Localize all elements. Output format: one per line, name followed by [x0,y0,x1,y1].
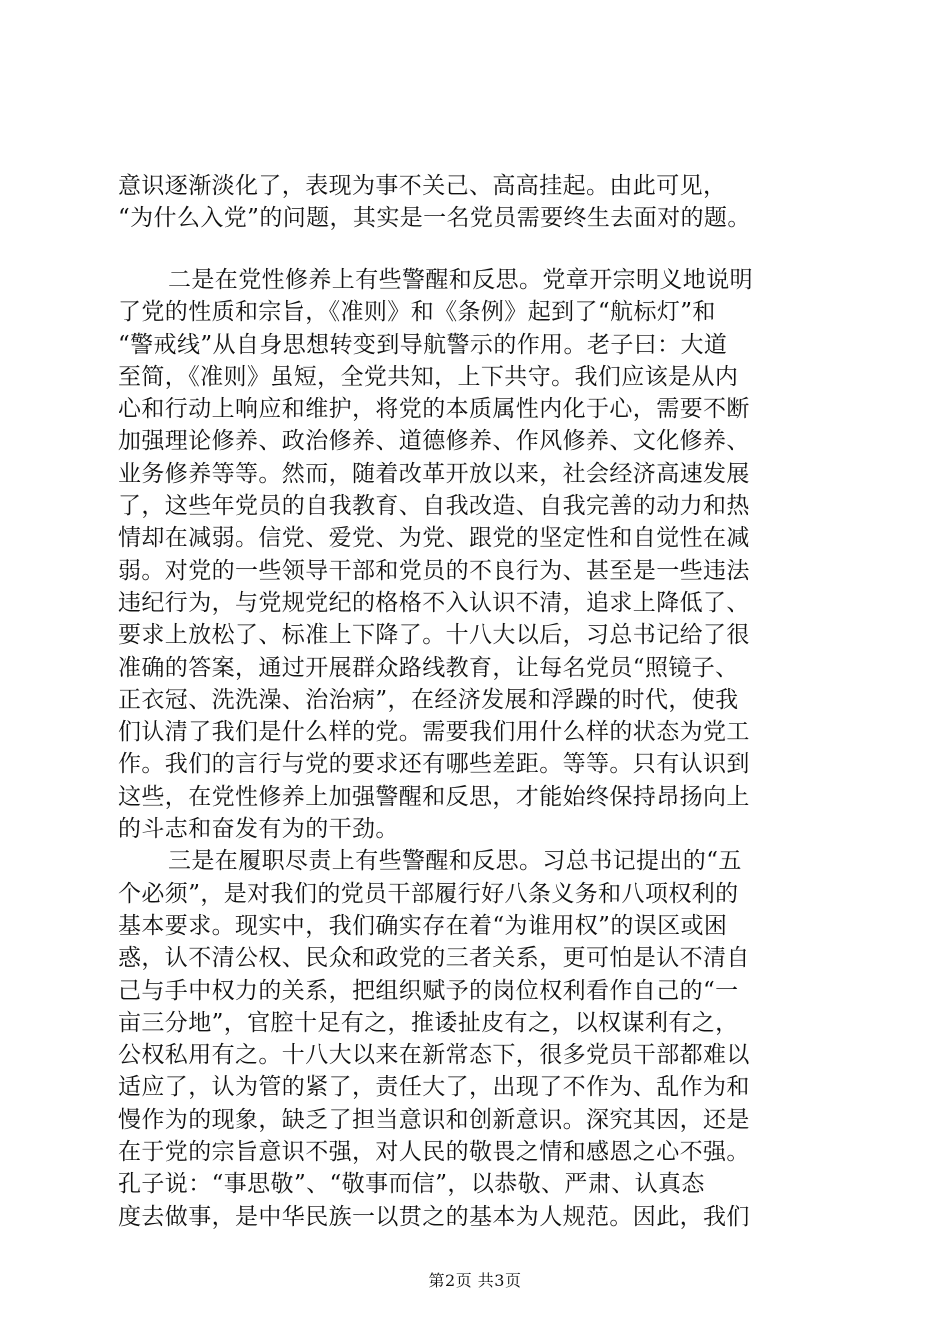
text-line: 这些，在党性修养上加强警醒和反思，才能始终保持昂扬向上 [118,783,750,810]
text-line: 慢作为的现象，缺乏了担当意识和创新意识。深究其因，还是 [118,1106,750,1133]
text-line: 弱。对党的一些领导干部和党员的不良行为、甚至是一些违法 [118,557,750,584]
text-line: 亩三分地”，官腔十足有之，推诿扯皮有之，以权谋利有之， [118,1009,739,1036]
paragraph-1 [118,170,838,235]
text-line: 适应了，认为管的紧了，责任大了，出现了不作为、乱作为和 [118,1074,750,1101]
text-line: 在于党的宗旨意识不强，对人民的敬畏之情和感恩之心不强。 [118,1139,750,1166]
text-line: 正衣冠、洗洗澡、治治病”，在经济发展和浮躁的时代，使我 [118,686,739,713]
text-line: 作。我们的言行与党的要求还有哪些差距。等等。只有认识到 [118,751,750,778]
text-line: 惑，认不清公权、民众和政党的三者关系，更可怕是认不清自 [118,945,750,972]
text-line: 了党的性质和宗旨，《准则》和《条例》起到了“航标灯”和 [118,299,716,326]
text-line: 至简，《准则》虽短，全党共知，上下共守。我们应该是从内 [118,363,739,390]
text-line: 情却在减弱。信党、爱党、为党、跟党的坚定性和自觉性在减 [118,525,750,552]
text-line: 的斗志和奋发有为的干劲。 [118,816,399,843]
text-line: 心和行动上响应和维护，将党的本质属性内化于心，需要不断 [118,396,750,423]
text-line: 基本要求。现实中，我们确实存在着“为谁用权”的误区或困 [118,912,728,939]
text-line: 三是在履职尽责上有些警醒和反思。习总书记提出的“五 [168,848,742,875]
text-line: 们认清了我们是什么样的党。需要我们用什么样的状态为党工 [118,719,750,746]
text-line: 个必须”，是对我们的党员干部履行好八条义务和八项权利的 [118,880,739,907]
text-line: 违纪行为，与党规党纪的格格不入认识不清，追求上降低了、 [118,589,750,616]
text-line: 准确的答案，通过开展群众路线教育，让每名党员“照镜子、 [118,654,739,681]
page-number: 第2页 共3页 [428,1271,522,1290]
text-line: 意识逐渐淡化了，表现为事不关己、高高挂起。由此可见， [118,173,727,199]
page-footer [0,1268,950,1291]
text-line: 业务修养等等。然而，随着改革开放以来，社会经济高速发展 [118,460,750,487]
text-line: 要求上放松了、标准上下降了。十八大以后，习总书记给了很 [118,622,750,649]
text-line: 了，这些年党员的自我教育、自我改造、自我完善的动力和热 [118,493,750,520]
text-line: 己与手中权力的关系，把组织赋予的岗位权利看作自己的“一 [118,977,739,1004]
text-line: 二是在党性修养上有些警醒和反思。党章开宗明义地说明 [168,267,753,293]
text-line: 加强理论修养、政治修养、道德修养、作风修养、文化修养、 [118,428,750,455]
text-line: 度去做事，是中华民族一以贯之的基本为人规范。因此，我们 [118,1203,750,1230]
text-line: “警戒线”从自身思想转变到导航警示的作用。老子曰：大道 [118,331,728,358]
text-line: 公权私用有之。十八大以来在新常态下，很多党员干部都难以 [118,1042,750,1069]
text-line: “为什么入党”的问题，其实是一名党员需要终生去面对的题。 [118,205,751,232]
paragraph-2 [118,264,838,1233]
text-line: 孔子说：“事思敬”、“敬事而信”，以恭敬、严肃、认真态 [118,1171,705,1198]
